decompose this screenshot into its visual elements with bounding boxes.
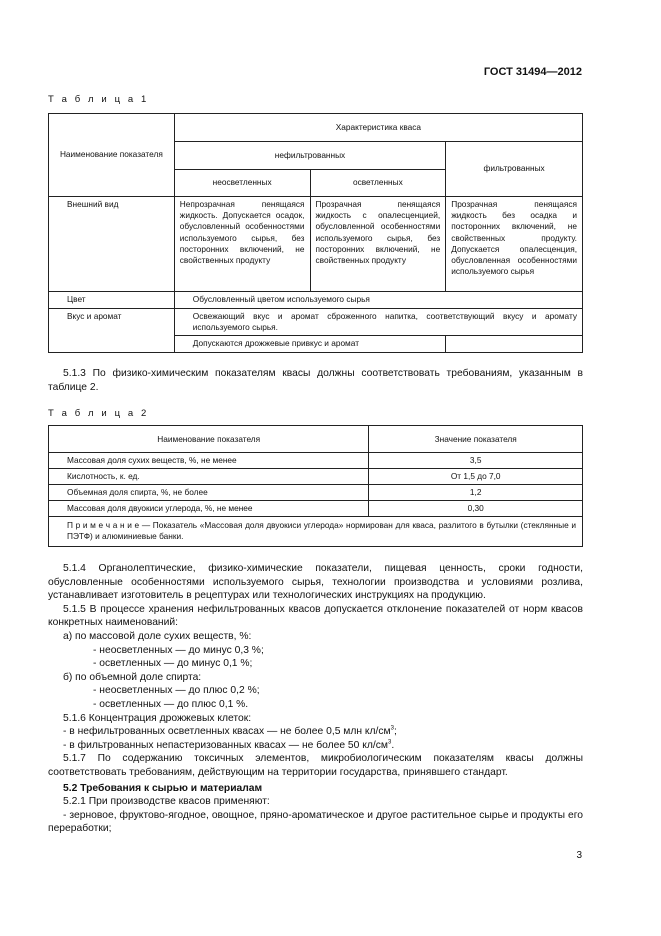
paragraph-text: 5.1.3 По физико-химическим показателям квасы должны соответствовать требованиям, указанным в таблице 2.: [48, 368, 583, 393]
table-row: [49, 197, 583, 292]
section-heading-5-2: 5.2 Требования к сырью и материалам: [63, 782, 263, 794]
t1-header-clarified: осветленных: [310, 170, 446, 197]
t2-row-value: От 1,5 до 7,0: [369, 469, 583, 485]
t1-row-name: Внешний вид: [49, 197, 175, 292]
t2-row-value: 0,30: [369, 501, 583, 517]
t1-cell: Непрозрачная пенящаяся жидкость. Допускается осадок, обусловленный особенностями используемого сырья, без посторонних включений, не свойственных продукту: [174, 197, 310, 292]
t2-row-name: Кислотность, к. ед.: [49, 469, 369, 485]
t1-cell: Допускаются дрожжевые привкус и аромат: [174, 336, 445, 352]
list-item: - в нефильтрованных осветленных квасах — не более 0,5 млн $кл/см^3$;: [63, 725, 397, 738]
document-header: ГОСТ 31494—2012: [483, 66, 582, 78]
t2-row-name: Объемная доля спирта, %, не более: [49, 485, 369, 501]
list-item: б) по объемной доле спирта:: [63, 671, 202, 683]
table-row: [49, 485, 583, 501]
t1-header-unclarified: неосветленных: [174, 170, 310, 197]
table-row: [49, 309, 583, 336]
t2-header-name: Наименование показателя: [49, 426, 369, 453]
body-text: [48, 562, 583, 836]
list-item: - осветленных — до плюс 0,1 %.: [93, 698, 249, 710]
table-row: [49, 469, 583, 485]
table-row: [49, 501, 583, 517]
t1-header-group: Характеристика кваса: [174, 114, 582, 142]
t2-row-name: Массовая доля сухих веществ, %, не менее: [49, 453, 369, 469]
list-item-text: - в фильтрованных непастеризованных квасах — не более 50 кл/см: [63, 739, 388, 751]
t2-note: П р и м е ч а н и е — Показатель «Массовая доля двуокиси углерода» нормирован для кваса, разлитого в бутылки (стеклянные и ПЭТФ) и алюминиевые банки.: [49, 517, 583, 547]
list-item: - в фильтрованных непастеризованных квасах — не более 50 $кл/см^3$.: [63, 739, 395, 751]
list-item-text: - в нефильтрованных осветленных квасах — не более 0,5 млн кл/см: [63, 726, 391, 738]
list-item: - неосветленных — до минус 0,3 %;: [93, 644, 264, 656]
table1-caption: Т а б л и ц а 1: [48, 94, 149, 105]
t2-row-name: Массовая доля двуокиси углерода, %, не менее: [49, 501, 369, 517]
list-item: - неосветленных — до плюс 0,2 %;: [93, 685, 260, 697]
t1-cell: Освежающий вкус и аромат сброженного напитка, соответствующий вкусу и аромату используемого сырья.: [174, 309, 582, 336]
paragraph-5-1-5: 5.1.5 В процессе хранения нефильтрованных квасов допускается отклонение показателей от норм квасов конкретных наименований:: [48, 603, 583, 629]
paragraph-5-1-3: [48, 367, 583, 394]
t1-header-unfiltered: нефильтрованных: [174, 142, 445, 170]
table-row: [49, 517, 583, 547]
paragraph-5-1-6: 5.1.6 Концентрация дрожжевых клеток:: [63, 712, 252, 724]
t1-cell: Обусловленный цветом используемого сырья: [174, 292, 582, 309]
t2-header-value: Значение показателя: [369, 426, 583, 453]
paragraph-5-1-7: 5.1.7 По содержанию токсичных элементов, микробиологическим показателям квасы должны соответствовать требованиям, действующим на территории государства, принявшего стандарт.: [48, 753, 583, 778]
table-row: [49, 292, 583, 309]
t1-cell: Прозрачная пенящаяся жидкость без осадка и посторонних включений, не свойственных продукту. Допускается опалесценция, обусловленная особенностями используемого сырья: [446, 197, 583, 292]
table-1: [48, 113, 583, 353]
list-item: - осветленных — до минус 0,1 %;: [93, 658, 253, 670]
t1-row-name: Цвет: [49, 292, 175, 309]
t1-cell: Прозрачная пенящаяся жидкость с опалесценцией, обусловленной особенностями используемого сырья, без посторонних включений, не свойственных продукту: [310, 197, 446, 292]
page-number: 3: [576, 850, 582, 861]
paragraph-5-1-4: 5.1.4 Органолептические, физико-химические показатели, пищевая ценность, сроки годности, обусловленные особенностями используемого сырья, технологии производства и условиями розлива, устанавливает изготовитель в рецептурах или технологических инструкциях на продукцию.: [48, 563, 583, 602]
table-2: [48, 425, 583, 547]
table2-caption: Т а б л и ц а 2: [48, 408, 149, 419]
list-item: - зерновое, фруктово-ягодное, овощное, пряно-ароматическое и другое растительное сырье и продукты его переработки;: [48, 809, 583, 835]
t1-header-filtered: фильтрованных: [446, 142, 583, 197]
paragraph-5-2-1: 5.2.1 При производстве квасов применяют:: [63, 796, 270, 808]
table-row: [49, 453, 583, 469]
t1-cell-empty: [446, 336, 583, 352]
t2-row-value: 1,2: [369, 485, 583, 501]
t2-row-value: 3,5: [369, 453, 583, 469]
t1-header-name: Наименование показателя: [49, 114, 175, 197]
t1-row-name: Вкус и аромат: [49, 309, 175, 353]
list-item: а) по массовой доле сухих веществ, %:: [63, 630, 252, 642]
